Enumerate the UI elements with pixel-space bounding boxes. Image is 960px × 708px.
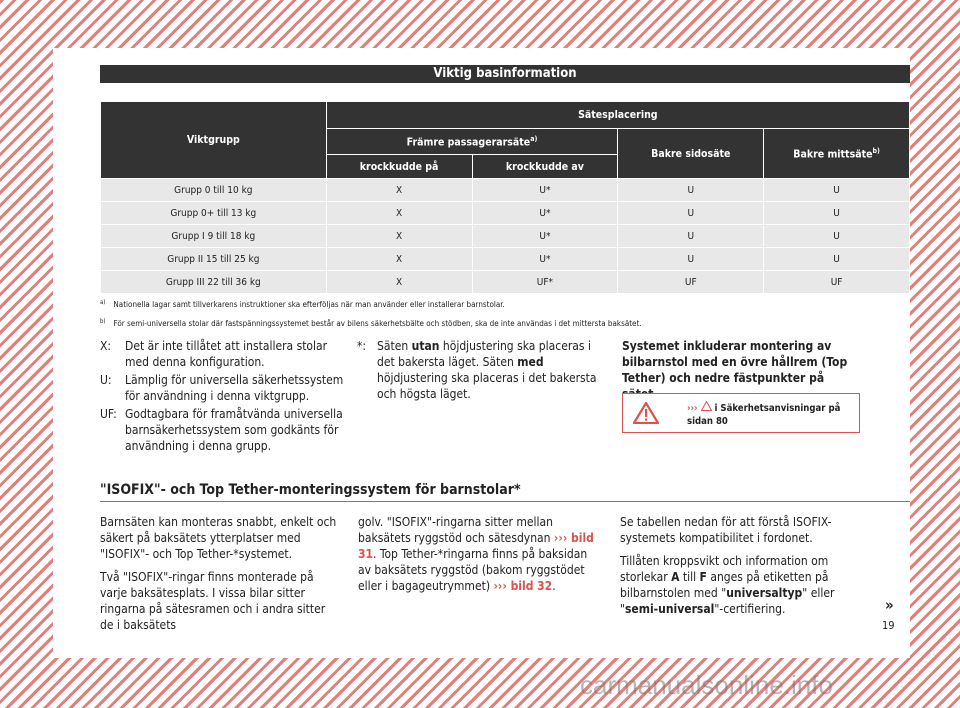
table-cell: X (326, 179, 472, 202)
col-rear-side: Bakre sidosäte (618, 129, 764, 179)
table-cell: U* (472, 248, 618, 271)
warning-triangle-icon (633, 402, 659, 424)
watermark: carmanualsonline.info (580, 670, 833, 700)
body-column-1 (100, 514, 340, 640)
star-note: *: Säten utan höjdjustering ska placeras i det bakersta läget. Säten med höjdjustering ska placeras i det bakersta och högsta läget. (357, 339, 597, 401)
warning-reference[interactable]: ››› i Säkerhetsanvisningar på sidan 80 (687, 403, 841, 427)
small-warning-icon (701, 401, 712, 411)
table-cell: U (618, 202, 764, 225)
table-cell: Grupp II 15 till 25 kg (101, 248, 327, 271)
table-cell: Grupp I 9 till 18 kg (101, 225, 327, 248)
paragraph: Se tabellen nedan för att förstå ISOFIX-systemets kompatibilitet i fordonet. (620, 515, 832, 545)
table-footnotes (100, 296, 910, 330)
table-cell: U (618, 225, 764, 248)
definition-u: U: Lämplig för universella säkerhetssystem för användning i denna viktgrupp. (100, 373, 344, 403)
table-cell: U (764, 202, 910, 225)
table-row (101, 271, 910, 294)
col-front-seat: Främre passagerarsäte$^{a)}$ (326, 129, 618, 155)
section-title: "ISOFIX"- och Top Tether-monteringssystem för barnstolar* (100, 482, 910, 502)
warning-box (622, 393, 860, 433)
paragraph: golv. "ISOFIX"-ringarna sitter mellan baksätets ryggstöd och sätesdynan ››› bild 31. Top Tether-*ringarna finns på baksidan av baksätets ryggstöd (bakom ryggstödet eller i bagageutrymmet) ››› bild 32. (358, 515, 594, 593)
table-cell: UF (618, 271, 764, 294)
table-cell: U* (472, 179, 618, 202)
page (53, 48, 910, 658)
footnote-b: $^{b)}$ För semi-universella stolar där fastspänningssystemet består av bilens säkerhetsbälte och stödben, ska de inte användas i det mittersta baksätet. (100, 318, 642, 328)
table-cell: U (764, 179, 910, 202)
table-cell: UF* (472, 271, 618, 294)
col-airbag-on: krockkudde på (326, 155, 472, 179)
figure-link-31[interactable]: ››› bild 31 (358, 531, 594, 561)
paragraph: Två "ISOFIX"-ringar finns monterade på varje baksätesplats. I vissa bilar sitter ringarna på sätesramen och i andra sitter de i baksätets (100, 570, 326, 632)
definition-x: X: Det är inte tillåtet att installera stolar med denna konfiguration. (100, 339, 328, 369)
table-cell: X (326, 271, 472, 294)
table-row (101, 248, 910, 271)
table-cell: U* (472, 202, 618, 225)
page-header: Viktig basinformation (100, 65, 910, 83)
table-row (101, 225, 910, 248)
table-cell: X (326, 248, 472, 271)
page-number: 19 (882, 619, 895, 632)
table-cell: Grupp 0+ till 13 kg (101, 202, 327, 225)
table-cell: X (326, 202, 472, 225)
figure-link-32[interactable]: ››› bild 32 (493, 579, 553, 593)
col-rear-middle: Bakre mittsäte$^{b)}$ (764, 129, 910, 179)
body-column-3 (620, 514, 860, 624)
table-cell: UF (764, 271, 910, 294)
definition-uf: UF: Godtagbara för framåtvända universella barnsäkerhetssystem som godkänts för användning i denna grupp. (100, 407, 343, 453)
body-column-2 (358, 514, 598, 601)
table-row (101, 179, 910, 202)
legend-definitions (100, 338, 345, 456)
child-seat-table (100, 101, 910, 294)
continue-arrow-icon: » (885, 596, 894, 614)
table-cell: U (618, 179, 764, 202)
col-seat-placement: Sätesplacering (326, 102, 909, 129)
table-cell: Grupp 0 till 10 kg (101, 179, 327, 202)
table-cell: U (764, 248, 910, 271)
col-airbag-off: krockkudde av (472, 155, 618, 179)
footnote-a: $^{a)}$ Nationella lagar samt tillverkarens instruktioner ska efterföljas när man använder eller installerar barnstolar. (100, 299, 505, 309)
paragraph: Barnsäten kan monteras snabbt, enkelt och säkert på baksätets ytterplatser med "ISOFIX"- och Top Tether-*systemet. (100, 515, 337, 561)
col-weight-group: Viktgrupp (101, 102, 327, 179)
paragraph: Tillåten kroppsvikt och information om storlekar A till F anges på etiketten på bilbarnstolen med "universaltyp" eller "semi-universal"-certifiering. (620, 554, 835, 616)
table-cell: U (618, 248, 764, 271)
table-cell: X (326, 225, 472, 248)
table-cell: U (764, 225, 910, 248)
table-cell: U* (472, 225, 618, 248)
table-row (101, 202, 910, 225)
system-note: Systemet inkluderar montering av bilbarnstol med en övre hållrem (Top Tether) och nedre fästpunkter på (622, 339, 848, 385)
table-cell: Grupp III 22 till 36 kg (101, 271, 327, 294)
